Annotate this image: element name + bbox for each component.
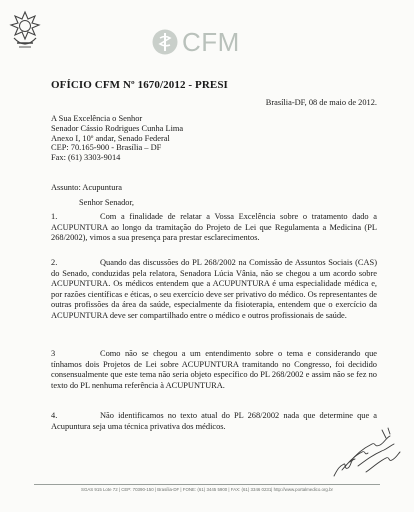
footer-divider bbox=[34, 484, 380, 485]
cfm-logo-text: CFM bbox=[182, 27, 240, 57]
letter-greeting: Senhor Senador, bbox=[79, 198, 135, 207]
letter-subject: Assunto: Acupuntura bbox=[51, 183, 122, 192]
paragraph-text: Não identificamos no texto atual do PL 268/2002 nada que determine que a Acupuntura seja uma técnica privativa dos médicos. bbox=[51, 411, 377, 431]
cfm-logo-icon bbox=[151, 28, 179, 56]
address-line: Fax: (61) 3303-9014 bbox=[51, 153, 121, 163]
recipient-address bbox=[51, 114, 183, 163]
paragraph-number: 2. bbox=[51, 258, 58, 267]
address-line: Anexo I, 10º andar, Senado Federal bbox=[51, 133, 170, 143]
address-line: A Sua Excelência o Senhor bbox=[51, 114, 143, 123]
letter-reference: OFÍCIO CFM Nº 1670/2012 - PRESI bbox=[51, 79, 228, 91]
handwritten-annotation bbox=[328, 418, 404, 484]
address-line: Senador Cássio Rodrigues Cunha Lima bbox=[51, 123, 184, 133]
paragraph-1 bbox=[51, 212, 377, 244]
paragraph-3 bbox=[51, 349, 377, 391]
paragraph-number: 3 bbox=[51, 349, 56, 358]
letterhead-footer: SGAS 915 Lote 72 | CEP: 70390-150 | Brasília-DF | FONE: (61) 3445 5900 | FAX: (61) 3346 0231| http://www.portalmedico.org.br bbox=[81, 487, 333, 492]
paragraph-number: 1. bbox=[51, 212, 58, 221]
paragraph-text: Quando das discussões do PL 268/2002 na Comissão de Assuntos Sociais (CAS) do Senado, conduzidas pela relatora, Senadora Lúcia Vânia, não se chegou a um acordo sobre ACUPUNTURA. Os médicos entendem que a ACUPUNTURA é uma especialidade médica e, por razões científicas e éticas, o seu exercício deve ser privativo do médico. Os representantes de outras profissões da área da saúde, especialmente da fisioterapia, entendem que o exercício da ACUPUNTURA deve ser compartilhado entre o médico e outros profissionais de saúde. bbox=[51, 258, 377, 320]
paragraph-text: Como não se chegou a um entendimento sobre o tema e considerando que tínhamos dois Projetos de Lei sobre ACUPUNTURA tramitando no Congresso, foi decidido consensualmente que este tema não seria objeto específico do PL 268/2002 e assim não se fez no texto do PL nenhuma referência à ACUPUNTURA. bbox=[51, 349, 377, 390]
paragraph-number: 4. bbox=[51, 411, 58, 420]
address-line: CEP: 70.165-900 - Brasília – DF bbox=[51, 143, 162, 153]
paragraph-text: Com a finalidade de relatar a Vossa Excelência sobre o tratamento dado a ACUPUNTURA ao longo da tramitação do Projeto de Lei que Regulamenta a Medicina (PL 268/2002), vimos a sua presença para prestar esclarecimentos. bbox=[51, 212, 377, 242]
paragraph-2 bbox=[51, 258, 377, 321]
letter-date: Brasília-DF, 08 de maio de 2012. bbox=[265, 98, 377, 107]
brazil-coat-of-arms-icon bbox=[8, 10, 42, 52]
